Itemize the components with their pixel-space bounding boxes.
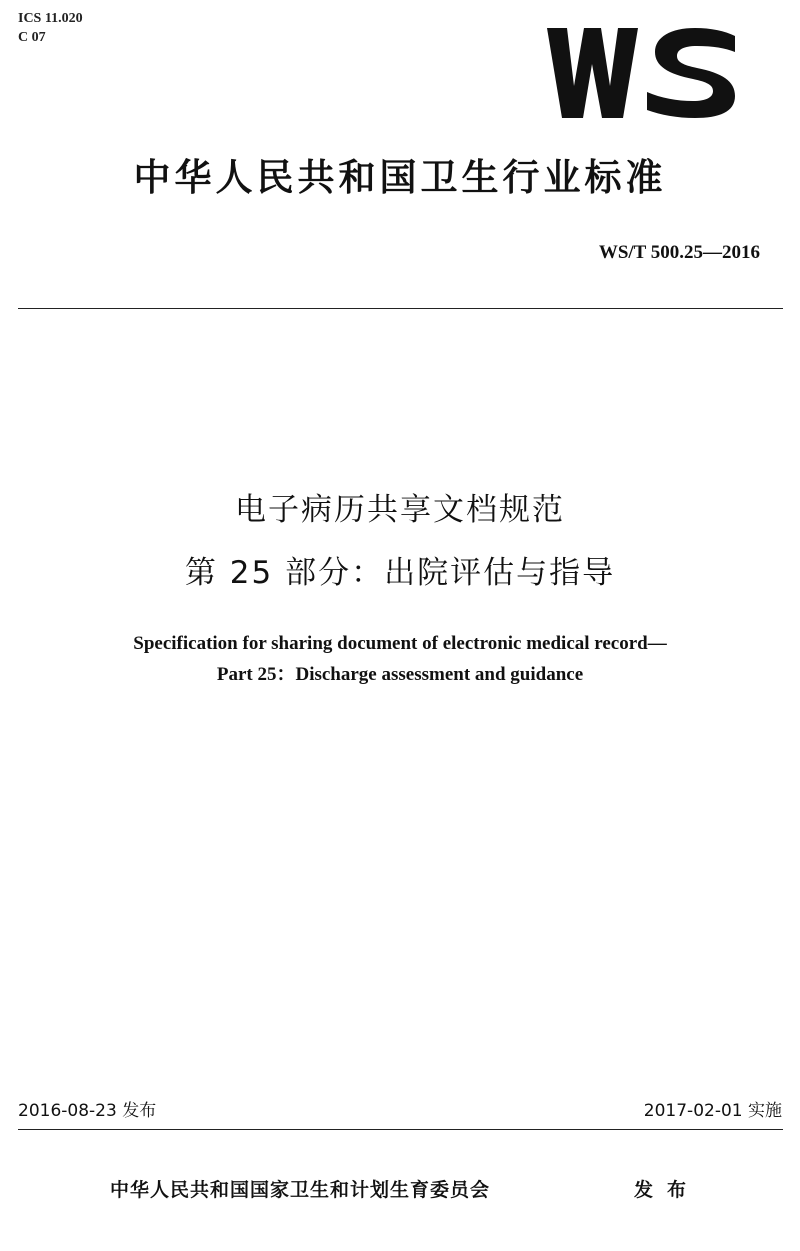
- cn-title-line1: 电子病历共享文档规范: [235, 492, 565, 528]
- bottom-divider: [18, 1129, 783, 1130]
- cn-title-line2: 第 25 部分：出院评估与指导: [184, 555, 616, 591]
- ics-code: ICS 11.020: [18, 11, 83, 26]
- issue-date: 2016-08-23 发布: [18, 1101, 157, 1121]
- publish-label: 发布: [634, 1179, 701, 1201]
- standard-category-title: 中华人民共和国卫生行业标准: [133, 156, 667, 199]
- en-title-line1: Specification for sharing document of electronic medical record—: [133, 633, 667, 654]
- publisher-name: 中华人民共和国国家卫生和计划生育委员会: [110, 1179, 491, 1201]
- standard-number: WS/T 500.25—2016: [598, 242, 760, 263]
- implementation-date: 2017-02-01 实施: [643, 1101, 782, 1121]
- en-title-line2: Part 25：Discharge assessment and guidance: [216, 664, 584, 685]
- ws-logo-letter-w: [547, 28, 638, 118]
- ws-logo: [547, 28, 735, 118]
- top-divider: [18, 308, 783, 309]
- ws-logo-letter-s: [647, 28, 735, 118]
- ccs-code: C 07: [18, 30, 46, 45]
